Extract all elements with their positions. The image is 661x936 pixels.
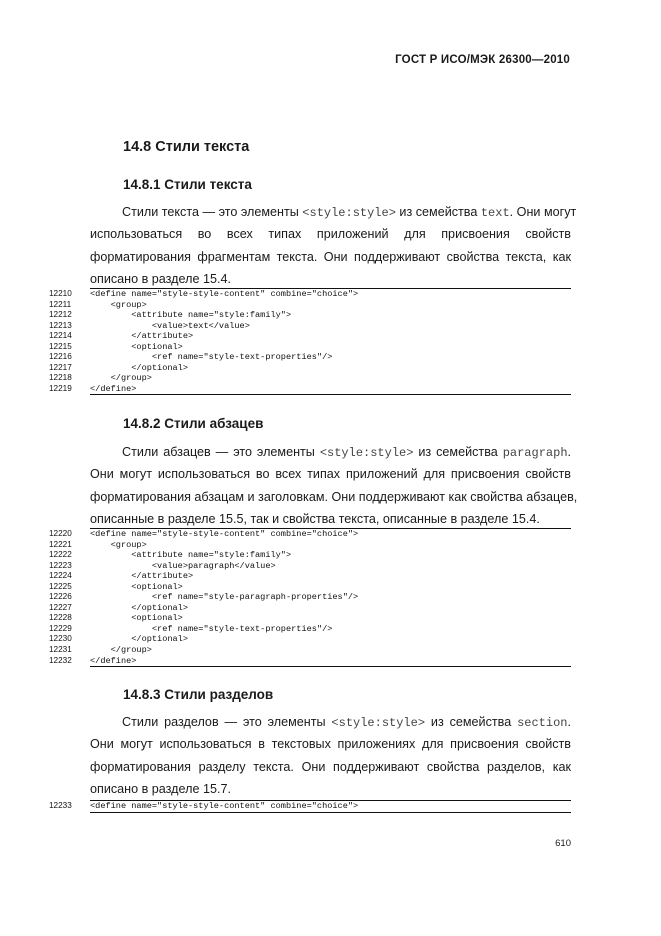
code-text: </attribute> [90,331,194,342]
line-number: 12233 [49,801,72,810]
code-text: <optional> [90,341,183,352]
code-text: </optional> [90,602,188,613]
code-text: </optional> [90,362,188,373]
code-text: <define name="style-style-content" combine="choice"> [90,529,359,539]
code-line [49,801,571,812]
paragraph-paragraph-styles [90,441,578,530]
subsection-heading-section-styles: 14.8.3 Стили разделов [123,687,274,702]
inline-code: paragraph [502,446,568,460]
subsection-heading-paragraph-styles: 14.8.2 Стили абзацев [123,416,264,431]
inline-code: text [480,206,510,220]
code-line [49,571,571,582]
line-number: 12230 [49,634,72,644]
line-number: 12223 [49,560,72,570]
code-text: </group> [90,373,152,384]
paragraph-line: использоваться во всех типах приложений для присвоения свойств [90,227,571,242]
paragraph-line: Они могут использоваться во всех типах приложений для присвоения свойств [90,467,571,482]
code-text: </define> [90,655,137,666]
page-number: 610 [555,838,571,849]
text-run: из семейства [425,715,518,729]
code-text: <optional> [90,581,183,592]
line-number: 12231 [49,645,72,655]
code-listing [49,528,571,667]
paragraph-line: форматирования разделу текста. Они поддерживают свойства разделов, как [90,759,571,774]
line-number: 12225 [49,581,72,591]
line-number: 12210 [49,289,72,298]
paragraph-line: описано в разделе 15.4. [90,271,231,286]
text-run: Стили текста — это элементы [122,205,303,219]
line-number: 12218 [49,373,72,383]
code-text: <ref name="style-text-properties"/> [90,352,333,363]
paragraph-line [90,441,571,463]
code-line [49,320,571,332]
code-listing [49,288,571,395]
code-text: <optional> [90,613,183,624]
paragraph-line: форматирования абзацам и заголовкам. Они поддерживают как свойства абзацев, [90,489,578,504]
code-text: <value>paragraph</value> [90,560,276,571]
inline-code: <style:style> [302,206,396,220]
code-line [49,550,571,561]
paragraph-line [90,711,571,733]
code-text: <ref name="style-paragraph-properties"/> [90,592,359,603]
code-text: </define> [90,383,137,394]
subsection-heading-text-styles: 14.8.1 Стили текста [123,177,252,192]
line-number: 12215 [49,341,72,351]
code-line [49,373,571,384]
text-run: Стили разделов — это элементы [122,715,332,729]
code-listing [49,800,571,813]
code-line [49,341,571,353]
line-number: 12222 [49,550,72,560]
line-number: 12227 [49,602,72,612]
inline-code: <style:style> [319,446,414,460]
line-number: 12213 [49,320,72,330]
code-line [49,383,571,395]
code-line [49,634,571,645]
paragraph-section-styles [90,711,571,800]
text-run: . [567,715,571,729]
line-number: 12229 [49,623,72,633]
line-number: 12211 [49,299,72,309]
code-text: <attribute name="style:family"> [90,550,292,561]
line-number: 12216 [49,352,72,362]
paragraph-line [90,201,577,223]
code-line [49,362,571,374]
code-text: <group> [90,539,147,550]
code-line [49,613,571,624]
section-heading: 14.8 Стили текста [123,139,250,155]
code-text: </optional> [90,634,188,645]
line-number: 12221 [49,539,72,549]
document-header: ГОСТ Р ИСО/МЭК 26300—2010 [395,54,570,66]
code-line [49,539,571,551]
paragraph-text-styles [90,201,577,290]
text-run: Стили абзацев — это элементы [122,445,320,459]
paragraph-line: форматирования фрагментам текста. Они поддерживают свойства текста, как [90,249,571,264]
code-line [49,299,571,311]
text-run: . [567,445,572,459]
code-text: <ref name="style-text-properties"/> [90,623,333,634]
code-line [49,310,571,321]
line-number: 12232 [49,655,72,665]
code-text: <value>text</value> [90,320,250,331]
code-line [49,529,571,540]
code-line [49,352,571,363]
text-run: из семейства [413,445,503,459]
code-line [49,331,571,342]
paragraph-line: описанные в разделе 15.5, так и свойства текста, описанные в разделе 15.4. [90,511,540,526]
inline-code: <style:style> [331,716,426,730]
inline-code: section [517,716,568,730]
code-line [49,623,571,635]
line-number: 12220 [49,529,72,538]
code-line [49,655,571,667]
paragraph-line: Они могут использоваться в текстовых приложениях для присвоения свойств [90,737,571,752]
code-line [49,581,571,593]
line-number: 12228 [49,613,72,623]
code-line [49,592,571,603]
line-number: 12224 [49,571,72,581]
line-number: 12212 [49,310,72,320]
code-line [49,289,571,300]
text-run: из семейства [395,205,481,219]
code-text: </group> [90,645,152,656]
code-text: <define name="style-style-content" combine="choice"> [90,801,359,811]
code-line [49,560,571,572]
code-line [49,645,571,656]
code-text: <group> [90,299,147,310]
line-number: 12226 [49,592,72,602]
line-number: 12217 [49,362,72,372]
line-number: 12219 [49,383,72,393]
code-text: <attribute name="style:family"> [90,310,292,321]
code-text: </attribute> [90,571,194,582]
code-line [49,602,571,614]
line-number: 12214 [49,331,72,341]
paragraph-line: описано в разделе 15.7. [90,781,231,796]
text-run: . Они могут [509,205,577,219]
code-text: <define name="style-style-content" combine="choice"> [90,289,359,299]
